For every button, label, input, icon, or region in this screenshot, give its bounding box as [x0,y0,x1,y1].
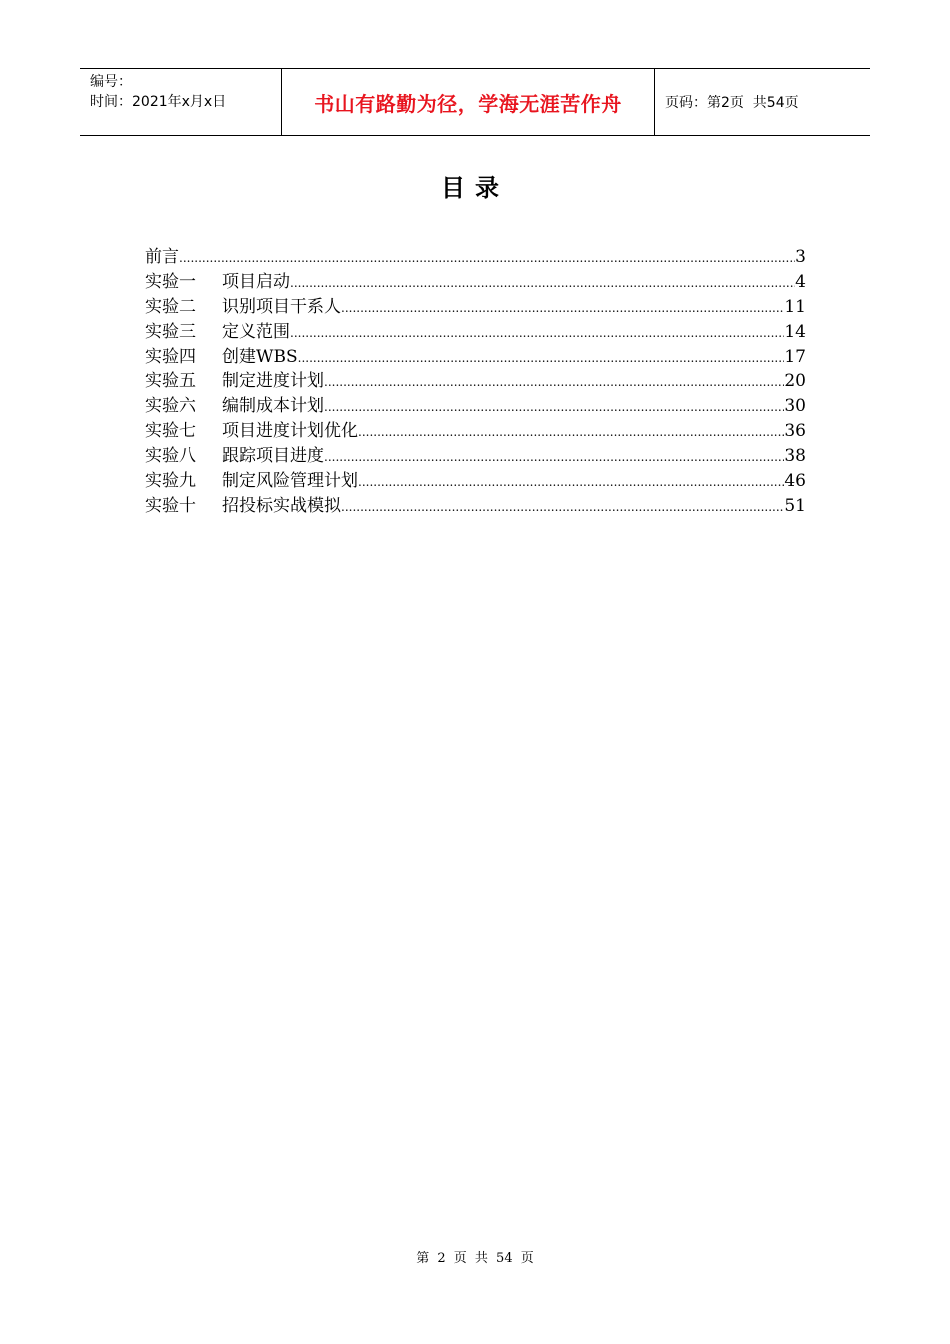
table-of-contents [145,245,806,519]
toc-entry-page: 36 [784,421,806,442]
toc-entry[interactable] [145,494,806,519]
toc-entry-page: 46 [784,471,806,492]
toc-leader-dots [298,346,785,370]
toc-entry[interactable] [145,345,806,370]
toc-entry-page: 4 [795,271,806,292]
toc-entry-page: 3 [795,247,806,267]
toc-leader-dots [179,246,795,270]
toc-entry-chapter: 实验七 [145,421,196,442]
toc-entry-chapter: 前言 [145,247,179,267]
toc-leader-dots [290,321,784,345]
toc-entry[interactable] [145,320,806,345]
page-footer: 第 2 页 共 54 页 [416,1251,534,1266]
toc-leader-dots [324,395,784,419]
toc-entry-name: 跟踪项目进度 [222,446,324,467]
toc-entry[interactable] [145,394,806,419]
toc-entry-chapter: 实验九 [145,471,196,492]
toc-entry-name: 编制成本计划 [222,396,324,417]
toc-entry-label [145,419,358,444]
header-page-cell [655,69,870,135]
toc-entry-name: 创建WBS [222,346,298,367]
toc-entry-name: 项目进度计划优化 [222,421,358,442]
toc-leader-dots [341,296,784,320]
toc-entry[interactable] [145,369,806,394]
toc-entry[interactable] [145,245,806,270]
page-header [80,68,870,136]
toc-entry-label [145,369,324,394]
toc-entry-label [145,295,341,320]
toc-entry-name: 招投标实战模拟 [222,495,341,516]
toc-entry-chapter: 实验十 [145,495,196,516]
toc-entry-chapter: 实验八 [145,446,196,467]
header-number-label: 编号： [90,74,132,90]
toc-entry[interactable] [145,469,806,494]
toc-entry-name: 制定进度计划 [222,371,324,392]
toc-entry-chapter: 实验六 [145,396,196,417]
toc-entry[interactable] [145,270,806,295]
toc-entry-chapter: 实验五 [145,371,196,392]
toc-entry-page: 51 [784,495,806,516]
toc-entry-label [145,270,290,295]
toc-entry-page: 11 [784,296,806,317]
toc-entry-name: 制定风险管理计划 [222,471,358,492]
toc-entry-page: 17 [784,346,806,367]
toc-entry-page: 30 [784,396,806,417]
toc-entry[interactable] [145,295,806,320]
toc-title: 目录 [441,174,509,202]
toc-entry-name: 项目启动 [222,271,290,292]
toc-entry-label [145,444,324,469]
toc-entry-name: 定义范围 [222,321,290,342]
toc-entry-name: 识别项目干系人 [222,296,341,317]
toc-entry-page: 38 [784,446,806,467]
toc-entry-label [145,345,298,370]
header-time-label: 时间：2021年x月x日 [90,94,227,110]
toc-entry-label [145,494,341,519]
toc-leader-dots [358,470,784,494]
toc-leader-dots [358,420,784,444]
toc-entry[interactable] [145,419,806,444]
toc-entry-label [145,394,324,419]
header-motto-cell [282,69,655,135]
toc-entry-page: 20 [784,371,806,392]
toc-entry-chapter: 实验一 [145,271,196,292]
toc-entry-chapter: 实验二 [145,296,196,317]
toc-entry-label [145,245,179,270]
header-motto: 书山有路勤为径，学海无涯苦作舟 [314,91,622,116]
header-meta-cell [80,69,282,135]
toc-entry[interactable] [145,444,806,469]
toc-leader-dots [290,271,795,295]
toc-entry-label [145,320,290,345]
toc-leader-dots [324,445,784,469]
toc-entry-chapter: 实验三 [145,321,196,342]
header-page-label: 页码：第2页 共54页 [665,95,799,111]
toc-entry-label [145,469,358,494]
toc-entry-page: 14 [784,321,806,342]
toc-entry-chapter: 实验四 [145,346,196,367]
toc-leader-dots [341,495,784,519]
toc-leader-dots [324,370,784,394]
